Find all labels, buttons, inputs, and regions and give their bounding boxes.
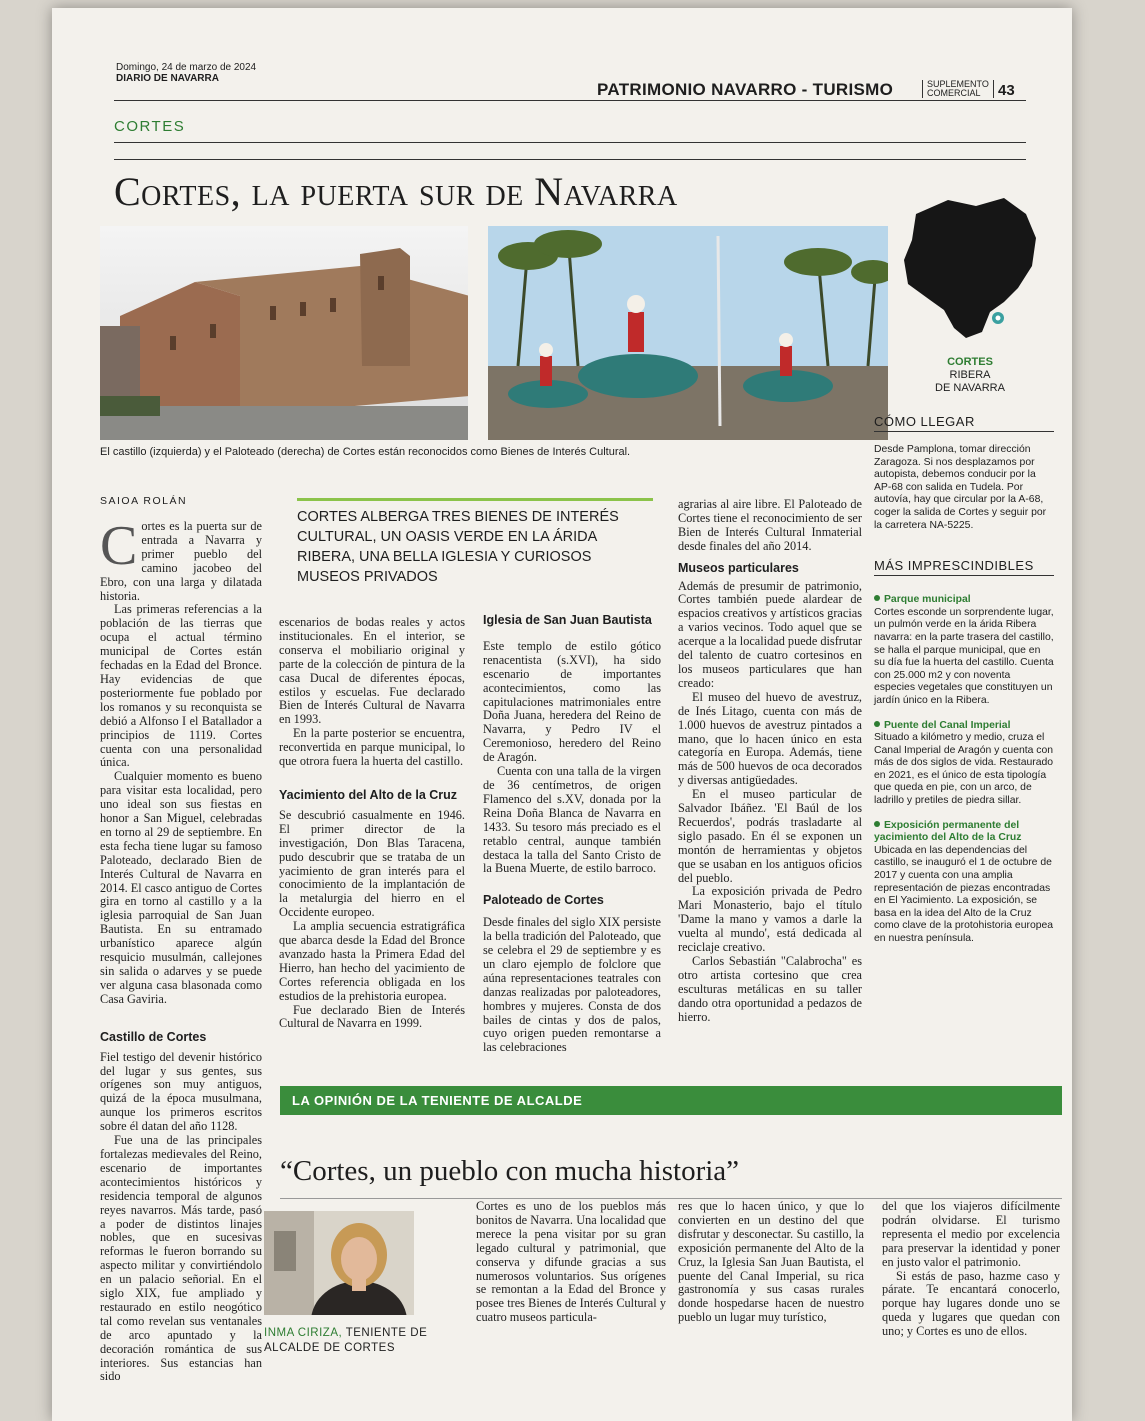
paragraph: Además de presumir de patrimonio, Cortes también puede alardear de espacios creativos y artísticos gracias a varios vecinos. Todo aquel que se acerque a la localidad puede disfrutar del talento de cuatro cortesinos en los museos particulares que han creado: [678, 578, 863, 690]
article-column-4 [678, 498, 862, 1025]
castle-photo [100, 226, 468, 440]
opinion-column-2 [678, 1200, 864, 1325]
item-title: Puente del Canal Imperial [884, 719, 1011, 731]
paloteado-photo [488, 226, 888, 440]
article-column-3 [483, 614, 661, 1055]
subhead-castillo: Castillo de Cortes [100, 1029, 207, 1044]
paragraph: Desde finales del siglo XIX persiste la bella tradición del Paloteado, que se celebra el 29 de septiembre y es un claro ejemplo de folclore que aúna representaciones teatrales con danzas realizadas por paloteadores, hombres y mujeres. Consta de dos bailes de cintas y dos de palos, cuyo origen pueden remontarse a las celebraciones [483, 915, 661, 1055]
map-location-label [920, 356, 1020, 395]
paragraph: Si estás de paso, hazme caso y párate. Te encantará conocerlo, porque hay lugares donde uno se queda y lugares que quedan con uno; y Cortes es uno de ellos. [882, 1268, 1060, 1339]
bullet-icon [874, 721, 880, 727]
opinion-bar: LA OPINIÓN DE LA TENIENTE DE ALCALDE [280, 1086, 1062, 1115]
supplement-line1: SUPLEMENTO [927, 79, 989, 89]
lead-paragraph [100, 515, 262, 603]
como-llegar-title: CÓMO LLEGAR [874, 414, 1054, 432]
paragraph: La exposición privada de Pedro Mari Monasterio, bajo el título 'Dame la mano y vamos a darle la vuelta al mundo', está dedicada al reciclaje creativo. [678, 884, 862, 955]
paragraph: Cuenta con una talla de la virgen de 36 centímetros, de origen Flamenco del s.XV, donada por la Reina Doña Blanca de Navarra en 1433. Su tesoro más preciado es el retablo central, aunque también destaca la talla del Santo Cristo de la Buena Muerte, de estilo barroco. [483, 764, 661, 876]
byline: SAIOA ROLÁN [100, 495, 188, 507]
author-name: INMA CIRIZA, [264, 1327, 343, 1339]
supplement-label [922, 80, 994, 98]
header-dateline [116, 62, 256, 84]
kicker: CORTES [114, 118, 186, 135]
paragraph: Fue declarado Bien de Interés Cultural de Navarra en 1999. [279, 1002, 465, 1031]
navarra-map [886, 192, 1046, 352]
section-title: PATRIMONIO NAVARRO - TURISMO [597, 80, 894, 99]
paragraph: res que lo hacen único, y que lo convierten en un destino del que disfrutar y desconectar. Su castillo, la exposición permanente del Alto de la Cruz, la Iglesia San Juan Bautista, el puente del Canal Imperial, su rica gastronomía y sus casas rurales donde hospedarse hacen de nuestro pueblo un lugar muy turístico, [678, 1199, 864, 1325]
paragraph: Cualquier momento es bueno para visitar esta localidad, pero uno ideal son sus fiestas en honor a San Miguel, celebradas en torno al 29 de septiembre. En esta fecha tiene lugar su famoso Paloteado, declarado Bien de Interés Cultural de Navarra en 2014. El casco antiguo de Cortes gira en torno al castillo y a la iglesia parroquial de San Juan Bautista. En su entramado urbanístico aparece algún resquicio musulmán, callejones sin salida o adarves y se puede ver alguna casa blasonada como Casa Gaviria. [100, 769, 262, 1006]
map-region-1: RIBERA [949, 369, 991, 381]
item-text: Situado a kilómetro y medio, cruza el Canal Imperial de Aragón y cuenta con más de dos siglos de vida. Restaurado en 2021, es el único de esta tipología que queda en pie, con un arco, de ladrillo y pretiles de piedra sillar. [874, 732, 1054, 807]
author-caption [264, 1326, 427, 1356]
map-region-2: DE NAVARRA [935, 382, 1005, 394]
headline: Cortes, la puerta sur de Navarra [114, 169, 678, 214]
paragraph: agrarias al aire libre. El Paloteado de Cortes tiene el reconocimiento de ser Bien de Interés Cultural Inmaterial desde finales del año 2014. [678, 497, 862, 553]
item-text: Cortes esconde un sorprendente lugar, un pulmón verde en la árida Ribera navarra: en la parte trasera del castillo, se halla el parque municipal, que en su día fue la huerta del castillo. Cuenta con 25.000 m2 y con noventa especies vegetales que constituyen un jardín único en la Ribera. [874, 606, 1054, 706]
subhead-iglesia: Iglesia de San Juan Bautista [483, 613, 652, 627]
item-title: Parque municipal [884, 594, 971, 606]
item-text: Ubicada en las dependencias del castillo, se inauguró el 1 de octubre de 2017 y cuenta con una amplia representación de piezas encontradas en El Yacimiento. La exposición, se basa en la idea del Alto de la Cruz como clave de la protohistoria europea en nuestra península. [874, 844, 1054, 944]
como-llegar-text: Desde Pamplona, tomar dirección Zaragoza. Si nos desplazamos por autopista, debemos conducir por la AP-68 con salida en Tudela. Por autovía, hay que circular por la A-68, coger la salida de Cortes y seguir por la carretera NA-5225. [874, 444, 1047, 531]
article-column-1 [100, 515, 262, 1384]
paragraph: El museo del huevo de avestruz, de Inés Litago, cuenta con más de 1.000 huevos de avestruz pintados a mano, que lo hacen único en esta categoría en Europa. Además, tiene más de 500 huevos de oca decorados y diversas antigüedades. [678, 689, 862, 788]
supplement-line2: COMERCIAL [927, 88, 981, 98]
subhead-museos: Museos particulares [678, 560, 799, 575]
paragraph: La amplia secuencia estratigráfica que abarca desde la Edad del Bronce avanzado hasta la Primera Edad del Hierro, han hecho del yacimiento de Cortes referencia obligada en los estudios de la prehistoria europea. [279, 919, 465, 1003]
author-role-2: ALCALDE DE CORTES [264, 1342, 395, 1354]
bullet-icon [874, 821, 880, 827]
imprescindibles-list [874, 594, 1054, 945]
publication-date: Domingo, 24 de marzo de 2024 [116, 62, 257, 73]
header-rule [114, 100, 1026, 101]
paragraph: Fiel testigo del devenir histórico del lugar y sus gentes, sus orígenes son muy antiguos, quizá de la época musulmana, aunque los primeros escritos sobre él datan del año 1128. [100, 1049, 262, 1134]
page-number: 43 [998, 82, 1015, 99]
bullet-icon [874, 595, 880, 601]
paragraph: Fue una de las principales fortalezas medievales del Reino, escenario de importantes acontecimientos históricos y residencia temporal de algunos reyes navarros. Más tarde, pasó a poder de distintos linajes nobles, que en sucesivas reformas le fueron borrando su aspecto militar y convirtiéndolo en un palacio señorial. En el siglo XIX, fue ampliado y restaurado en estilo neogótico tal como revelan sus ventanales de arco apuntado y la decoración romántica de sus interiores. Sus estancias han sido [100, 1133, 262, 1384]
paragraph: del que los viajeros difícilmente podrán olvidarse. El turismo representa el medio por excelencia para preservar la identidad y poner en justo valor el patrimonio. [882, 1199, 1060, 1269]
paragraph: Las primeras referencias a la población de las tierras que ocupa el actual término municipal de Cortes están fechadas en la Edad del Bronce. Hay evidencias de que posteriormente fue poblado por los romanos y su reconquista se debió a Alfonso I el Batallador a principios de 1119. Cortes cuenta con una personalidad única. [100, 602, 262, 770]
paragraph: Cortes es uno de los pueblos más bonitos de Navarra. Una localidad que merece la pena visitar por su gran legado cultural y patrimonial, que conserva y difunde gracias a sus numerosos voluntarios. Sus orígenes se remontan a la Edad del Bronce y posee tres Bienes de Interés Cultural y cuatro museos particula- [476, 1199, 666, 1325]
opinion-quote: “Cortes, un pueblo con mucha historia” [280, 1155, 740, 1187]
list-item [874, 720, 1054, 808]
list-item [874, 820, 1054, 946]
pull-quote: CORTES ALBERGA TRES BIENES DE INTERÉS CULTURAL, UN OASIS VERDE EN LA ÁRIDA RIBERA, UNA BELLA IGLESIA Y CURIOSOS MUSEOS PRIVADOS [297, 498, 653, 587]
newspaper-name: DIARIO DE NAVARRA [116, 73, 219, 84]
lead-text: ortes es la puerta sur de entrada a Navarra y primer pueblo del camino jacobeo del Ebro, con una larga y dilatada historia. [100, 519, 262, 603]
subhead-yacimiento: Yacimiento del Alto de la Cruz [279, 787, 458, 802]
portrait-photo [264, 1211, 414, 1315]
list-item [874, 594, 1054, 707]
paragraph: Este templo de estilo gótico renacentista (s.XVI), ha sido escenario de importantes acontecimientos, como las capitulaciones matrimoniales entre Doña Juana, heredera del Reino de Navarra, y Pedro IV el Ceremonioso, heredero del Reino de Aragón. [483, 638, 661, 765]
paragraph: Carlos Sebastián "Calabrocha" es otro artista cortesino que crea esculturas metálicas en su taller dando otra oportunidad a pedazos de hierro. [678, 954, 862, 1024]
map-place: CORTES [947, 356, 993, 368]
imprescindibles-title: MÁS IMPRESCINDIBLES [874, 558, 1054, 576]
paragraph: En el museo particular de Salvador Ibáñez. 'El Baúl de los Recuerdos', podrás trasladarte al siglo pasado. En él se exponen un montón de herramientas y objetos que se usaban en los antiguos oficios del pueblo. [678, 787, 862, 885]
article-column-2 [279, 616, 465, 1031]
newspaper-page [52, 8, 1072, 1421]
paragraph: Se descubrió casualmente en 1946. El primer director de la investigación, Don Blas Taracena, pudo descubrir que se trataba de un yacimiento de gran interés para el conocimiento de la implantación de la metalurgia del hierro en el Occidente europeo. [279, 807, 465, 920]
subhead-paloteado: Paloteado de Cortes [483, 893, 604, 908]
drop-cap: C [100, 515, 138, 577]
sidebar [874, 414, 1054, 946]
item-title: Exposición permanente del yacimiento del Alto de la Cruz [874, 819, 1022, 844]
kicker-rule [114, 142, 1026, 143]
paragraph: En la parte posterior se encuentra, reconvertida en parque municipal, lo que otrora fuera la huerta del castillo. [279, 726, 465, 769]
author-role-1: TENIENTE DE [345, 1327, 428, 1339]
paragraph: escenarios de bodas reales y actos institucionales. En el interior, se conserva el mobiliario original y parte de la colección de pintura de la casa Ducal de diferentes épocas, estilos y escuelas. Fue declarado Bien de Interés Cultural de Navarra en 1993. [279, 615, 465, 727]
photo-caption: El castillo (izquierda) y el Paloteado (derecha) de Cortes están reconocidos como Bienes de Interés Cultural. [100, 446, 631, 458]
kicker-rule-2 [114, 159, 1026, 160]
opinion-column-1 [476, 1200, 666, 1325]
opinion-column-3 [882, 1200, 1060, 1339]
